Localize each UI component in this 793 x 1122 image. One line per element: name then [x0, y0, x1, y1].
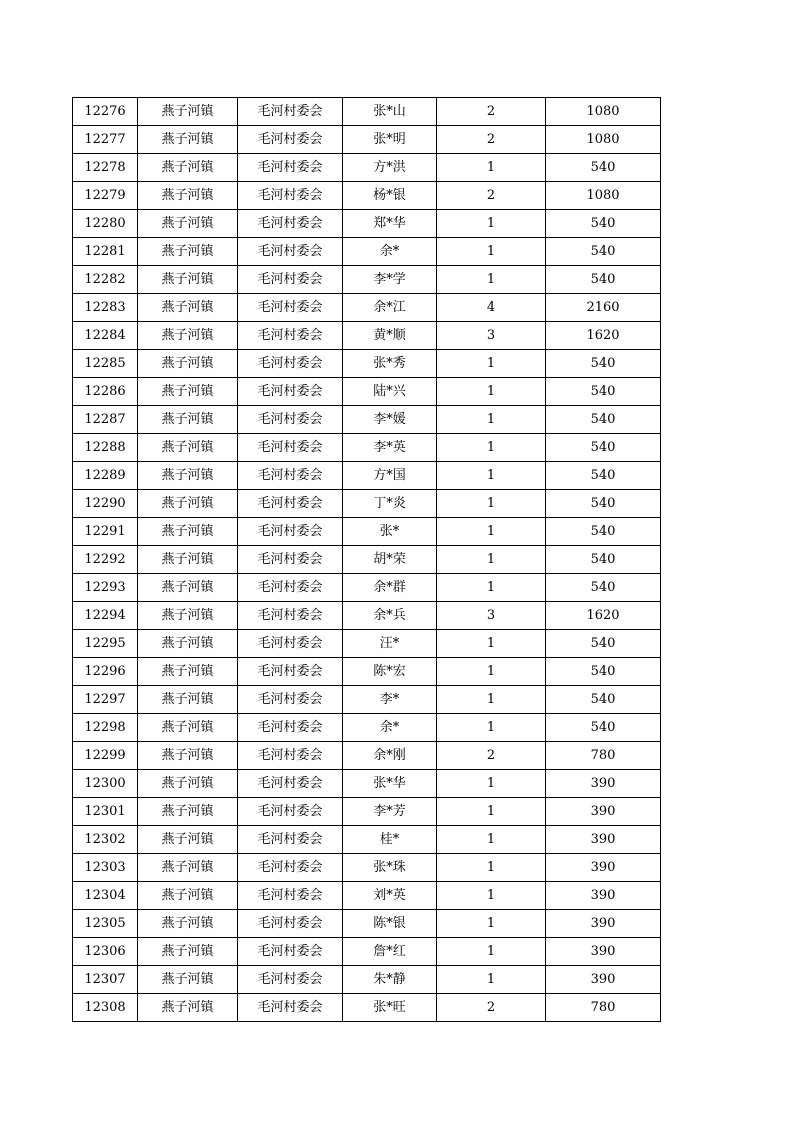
cell-serial-number: 12302: [73, 826, 138, 854]
cell-count: 1: [437, 882, 546, 910]
cell-name: 张*山: [343, 98, 437, 126]
cell-serial-number: 12277: [73, 126, 138, 154]
cell-town: 燕子河镇: [138, 546, 238, 574]
cell-village: 毛河村委会: [238, 826, 343, 854]
table-row: [73, 266, 661, 294]
cell-count: 1: [437, 266, 546, 294]
cell-name: 张*明: [343, 126, 437, 154]
cell-name: 张*珠: [343, 854, 437, 882]
cell-serial-number: 12306: [73, 938, 138, 966]
cell-town: 燕子河镇: [138, 602, 238, 630]
cell-amount: 540: [546, 350, 661, 378]
cell-serial-number: 12297: [73, 686, 138, 714]
cell-town: 燕子河镇: [138, 966, 238, 994]
cell-count: 1: [437, 378, 546, 406]
cell-name: 陈*银: [343, 910, 437, 938]
cell-count: 1: [437, 546, 546, 574]
cell-name: 方*国: [343, 462, 437, 490]
cell-serial-number: 12308: [73, 994, 138, 1022]
cell-town: 燕子河镇: [138, 406, 238, 434]
table-row: [73, 742, 661, 770]
cell-count: 1: [437, 434, 546, 462]
cell-town: 燕子河镇: [138, 434, 238, 462]
cell-serial-number: 12296: [73, 658, 138, 686]
cell-amount: 540: [546, 266, 661, 294]
table-row: [73, 910, 661, 938]
cell-village: 毛河村委会: [238, 490, 343, 518]
cell-name: 李*媛: [343, 406, 437, 434]
cell-amount: 390: [546, 882, 661, 910]
table-row: [73, 994, 661, 1022]
cell-town: 燕子河镇: [138, 742, 238, 770]
cell-amount: 540: [546, 434, 661, 462]
cell-amount: 1620: [546, 602, 661, 630]
cell-count: 1: [437, 910, 546, 938]
cell-village: 毛河村委会: [238, 658, 343, 686]
table-row: [73, 938, 661, 966]
cell-name: 余*刚: [343, 742, 437, 770]
cell-village: 毛河村委会: [238, 322, 343, 350]
table-row: [73, 826, 661, 854]
table-row: [73, 798, 661, 826]
cell-amount: 540: [546, 154, 661, 182]
cell-count: 2: [437, 98, 546, 126]
cell-town: 燕子河镇: [138, 154, 238, 182]
cell-serial-number: 12294: [73, 602, 138, 630]
table-body: [73, 98, 661, 1022]
cell-town: 燕子河镇: [138, 126, 238, 154]
table-row: [73, 854, 661, 882]
cell-village: 毛河村委会: [238, 518, 343, 546]
cell-town: 燕子河镇: [138, 98, 238, 126]
cell-village: 毛河村委会: [238, 182, 343, 210]
cell-count: 1: [437, 714, 546, 742]
table-row: [73, 98, 661, 126]
cell-count: 1: [437, 518, 546, 546]
table-row: [73, 154, 661, 182]
cell-name: 张*: [343, 518, 437, 546]
cell-serial-number: 12287: [73, 406, 138, 434]
table-row: [73, 182, 661, 210]
cell-amount: 540: [546, 490, 661, 518]
cell-serial-number: 12291: [73, 518, 138, 546]
cell-village: 毛河村委会: [238, 714, 343, 742]
data-table: [72, 97, 661, 1022]
cell-serial-number: 12288: [73, 434, 138, 462]
cell-town: 燕子河镇: [138, 938, 238, 966]
cell-town: 燕子河镇: [138, 518, 238, 546]
cell-town: 燕子河镇: [138, 350, 238, 378]
table-row: [73, 714, 661, 742]
cell-count: 1: [437, 770, 546, 798]
cell-name: 胡*荣: [343, 546, 437, 574]
cell-amount: 1080: [546, 182, 661, 210]
cell-town: 燕子河镇: [138, 574, 238, 602]
cell-count: 1: [437, 854, 546, 882]
table-row: [73, 322, 661, 350]
cell-town: 燕子河镇: [138, 770, 238, 798]
cell-count: 4: [437, 294, 546, 322]
cell-amount: 540: [546, 546, 661, 574]
cell-town: 燕子河镇: [138, 378, 238, 406]
cell-serial-number: 12286: [73, 378, 138, 406]
cell-serial-number: 12276: [73, 98, 138, 126]
cell-village: 毛河村委会: [238, 350, 343, 378]
cell-village: 毛河村委会: [238, 742, 343, 770]
cell-town: 燕子河镇: [138, 714, 238, 742]
cell-count: 1: [437, 686, 546, 714]
cell-amount: 390: [546, 938, 661, 966]
cell-count: 2: [437, 994, 546, 1022]
cell-serial-number: 12279: [73, 182, 138, 210]
cell-town: 燕子河镇: [138, 266, 238, 294]
table-row: [73, 686, 661, 714]
cell-serial-number: 12290: [73, 490, 138, 518]
cell-village: 毛河村委会: [238, 686, 343, 714]
cell-town: 燕子河镇: [138, 854, 238, 882]
table-row: [73, 126, 661, 154]
cell-name: 余*江: [343, 294, 437, 322]
cell-village: 毛河村委会: [238, 882, 343, 910]
cell-village: 毛河村委会: [238, 966, 343, 994]
cell-amount: 390: [546, 966, 661, 994]
cell-name: 杨*银: [343, 182, 437, 210]
cell-town: 燕子河镇: [138, 182, 238, 210]
cell-town: 燕子河镇: [138, 910, 238, 938]
cell-village: 毛河村委会: [238, 126, 343, 154]
table-row: [73, 490, 661, 518]
cell-name: 张*秀: [343, 350, 437, 378]
cell-name: 方*洪: [343, 154, 437, 182]
cell-town: 燕子河镇: [138, 462, 238, 490]
cell-town: 燕子河镇: [138, 238, 238, 266]
table-row: [73, 378, 661, 406]
cell-village: 毛河村委会: [238, 462, 343, 490]
cell-count: 2: [437, 742, 546, 770]
table-row: [73, 210, 661, 238]
table-row: [73, 882, 661, 910]
cell-village: 毛河村委会: [238, 98, 343, 126]
cell-village: 毛河村委会: [238, 238, 343, 266]
table-row: [73, 546, 661, 574]
cell-town: 燕子河镇: [138, 994, 238, 1022]
cell-village: 毛河村委会: [238, 630, 343, 658]
cell-count: 1: [437, 462, 546, 490]
cell-name: 朱*静: [343, 966, 437, 994]
cell-town: 燕子河镇: [138, 826, 238, 854]
cell-town: 燕子河镇: [138, 490, 238, 518]
cell-amount: 540: [546, 714, 661, 742]
cell-serial-number: 12280: [73, 210, 138, 238]
cell-count: 1: [437, 238, 546, 266]
cell-name: 李*英: [343, 434, 437, 462]
cell-serial-number: 12282: [73, 266, 138, 294]
table-row: [73, 518, 661, 546]
cell-serial-number: 12285: [73, 350, 138, 378]
cell-count: 1: [437, 826, 546, 854]
table-row: [73, 406, 661, 434]
cell-town: 燕子河镇: [138, 630, 238, 658]
cell-amount: 780: [546, 994, 661, 1022]
cell-name: 余*群: [343, 574, 437, 602]
cell-amount: 540: [546, 630, 661, 658]
cell-amount: 540: [546, 406, 661, 434]
cell-village: 毛河村委会: [238, 154, 343, 182]
cell-count: 1: [437, 658, 546, 686]
cell-serial-number: 12300: [73, 770, 138, 798]
table-row: [73, 966, 661, 994]
table-row: [73, 770, 661, 798]
cell-count: 1: [437, 966, 546, 994]
cell-village: 毛河村委会: [238, 854, 343, 882]
cell-amount: 780: [546, 742, 661, 770]
table-row: [73, 294, 661, 322]
cell-count: 1: [437, 574, 546, 602]
cell-name: 余*兵: [343, 602, 437, 630]
cell-serial-number: 12281: [73, 238, 138, 266]
cell-serial-number: 12289: [73, 462, 138, 490]
cell-serial-number: 12293: [73, 574, 138, 602]
cell-count: 1: [437, 938, 546, 966]
cell-village: 毛河村委会: [238, 770, 343, 798]
cell-name: 李*: [343, 686, 437, 714]
cell-village: 毛河村委会: [238, 546, 343, 574]
cell-count: 1: [437, 798, 546, 826]
cell-name: 李*学: [343, 266, 437, 294]
cell-village: 毛河村委会: [238, 574, 343, 602]
cell-village: 毛河村委会: [238, 210, 343, 238]
cell-count: 1: [437, 154, 546, 182]
table-row: [73, 434, 661, 462]
cell-name: 张*华: [343, 770, 437, 798]
cell-village: 毛河村委会: [238, 378, 343, 406]
cell-amount: 540: [546, 658, 661, 686]
cell-village: 毛河村委会: [238, 910, 343, 938]
cell-town: 燕子河镇: [138, 686, 238, 714]
cell-name: 余*: [343, 714, 437, 742]
cell-serial-number: 12295: [73, 630, 138, 658]
table-row: [73, 630, 661, 658]
cell-serial-number: 12303: [73, 854, 138, 882]
table-row: [73, 350, 661, 378]
cell-village: 毛河村委会: [238, 602, 343, 630]
cell-village: 毛河村委会: [238, 938, 343, 966]
cell-serial-number: 12307: [73, 966, 138, 994]
cell-serial-number: 12305: [73, 910, 138, 938]
cell-village: 毛河村委会: [238, 994, 343, 1022]
cell-village: 毛河村委会: [238, 798, 343, 826]
cell-count: 3: [437, 322, 546, 350]
cell-serial-number: 12292: [73, 546, 138, 574]
cell-amount: 390: [546, 854, 661, 882]
cell-name: 陆*兴: [343, 378, 437, 406]
cell-name: 陈*宏: [343, 658, 437, 686]
cell-town: 燕子河镇: [138, 882, 238, 910]
cell-name: 余*: [343, 238, 437, 266]
cell-name: 刘*英: [343, 882, 437, 910]
cell-serial-number: 12299: [73, 742, 138, 770]
cell-serial-number: 12298: [73, 714, 138, 742]
table-row: [73, 658, 661, 686]
cell-amount: 390: [546, 770, 661, 798]
table-row: [73, 574, 661, 602]
cell-amount: 390: [546, 826, 661, 854]
cell-town: 燕子河镇: [138, 294, 238, 322]
cell-village: 毛河村委会: [238, 294, 343, 322]
cell-name: 张*旺: [343, 994, 437, 1022]
cell-town: 燕子河镇: [138, 658, 238, 686]
cell-amount: 540: [546, 462, 661, 490]
cell-amount: 2160: [546, 294, 661, 322]
cell-town: 燕子河镇: [138, 798, 238, 826]
cell-village: 毛河村委会: [238, 406, 343, 434]
cell-count: 1: [437, 350, 546, 378]
cell-name: 黄*顺: [343, 322, 437, 350]
cell-name: 李*芳: [343, 798, 437, 826]
cell-amount: 540: [546, 574, 661, 602]
cell-amount: 390: [546, 798, 661, 826]
cell-amount: 540: [546, 518, 661, 546]
cell-count: 3: [437, 602, 546, 630]
cell-name: 詹*红: [343, 938, 437, 966]
cell-serial-number: 12301: [73, 798, 138, 826]
cell-amount: 540: [546, 238, 661, 266]
cell-amount: 540: [546, 686, 661, 714]
table-row: [73, 602, 661, 630]
cell-town: 燕子河镇: [138, 210, 238, 238]
cell-amount: 1080: [546, 98, 661, 126]
cell-amount: 390: [546, 910, 661, 938]
cell-amount: 540: [546, 378, 661, 406]
table-row: [73, 238, 661, 266]
cell-count: 2: [437, 126, 546, 154]
cell-name: 桂*: [343, 826, 437, 854]
cell-serial-number: 12304: [73, 882, 138, 910]
cell-serial-number: 12283: [73, 294, 138, 322]
cell-name: 郑*华: [343, 210, 437, 238]
cell-count: 1: [437, 490, 546, 518]
cell-count: 1: [437, 406, 546, 434]
cell-town: 燕子河镇: [138, 322, 238, 350]
cell-serial-number: 12284: [73, 322, 138, 350]
cell-count: 2: [437, 182, 546, 210]
cell-amount: 1620: [546, 322, 661, 350]
cell-count: 1: [437, 630, 546, 658]
cell-village: 毛河村委会: [238, 266, 343, 294]
cell-name: 丁*炎: [343, 490, 437, 518]
cell-name: 汪*: [343, 630, 437, 658]
cell-amount: 540: [546, 210, 661, 238]
cell-amount: 1080: [546, 126, 661, 154]
cell-village: 毛河村委会: [238, 434, 343, 462]
table-row: [73, 462, 661, 490]
cell-serial-number: 12278: [73, 154, 138, 182]
cell-count: 1: [437, 210, 546, 238]
